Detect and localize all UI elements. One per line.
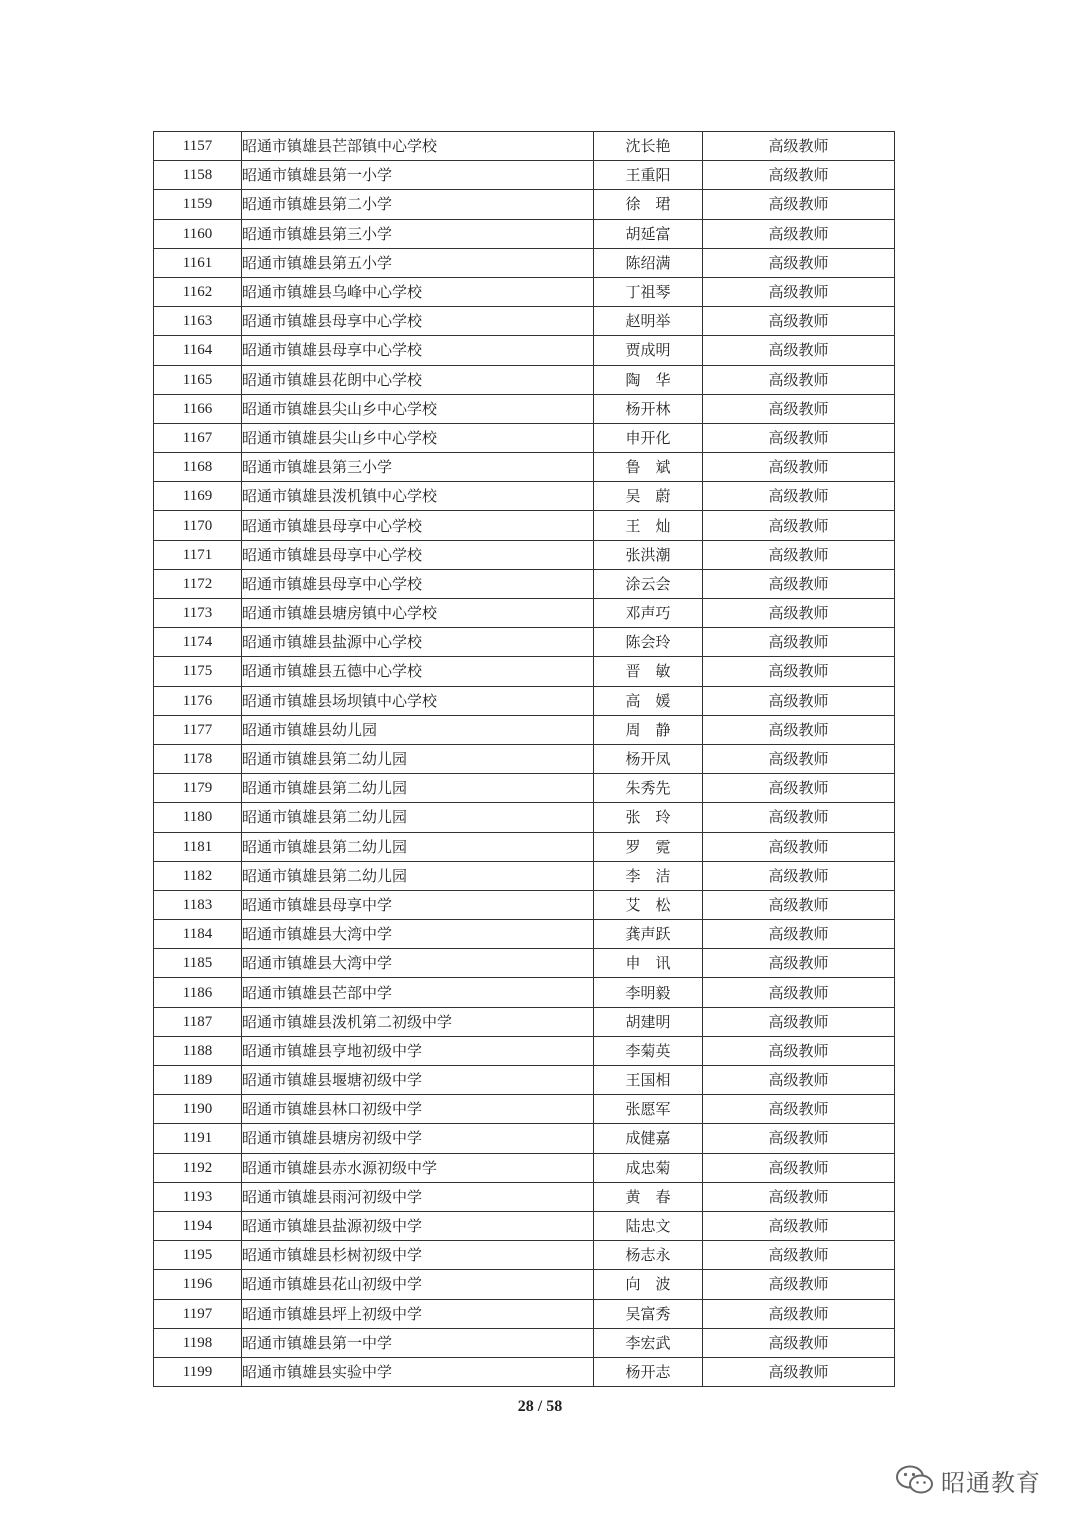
wechat-icon <box>895 1464 935 1496</box>
table-row <box>154 1066 895 1095</box>
teacher-name: 徐 珺 <box>594 190 703 219</box>
table-row <box>154 540 895 569</box>
professional-title: 高级教师 <box>703 394 895 423</box>
school-name: 昭通市镇雄县第二幼儿园 <box>242 803 594 832</box>
table-row <box>154 569 895 598</box>
row-number: 1174 <box>154 628 242 657</box>
table-row <box>154 482 895 511</box>
row-number: 1162 <box>154 277 242 306</box>
table-row <box>154 949 895 978</box>
professional-title: 高级教师 <box>703 832 895 861</box>
table-row <box>154 1211 895 1240</box>
teacher-name: 王国相 <box>594 1066 703 1095</box>
table-row <box>154 599 895 628</box>
professional-title: 高级教师 <box>703 219 895 248</box>
professional-title: 高级教师 <box>703 161 895 190</box>
professional-title: 高级教师 <box>703 715 895 744</box>
professional-title: 高级教师 <box>703 978 895 1007</box>
teacher-name: 陶 华 <box>594 365 703 394</box>
professional-title: 高级教师 <box>703 686 895 715</box>
row-number: 1181 <box>154 832 242 861</box>
table-row <box>154 1299 895 1328</box>
school-name: 昭通市镇雄县场坝镇中心学校 <box>242 686 594 715</box>
teacher-name: 陈会玲 <box>594 628 703 657</box>
school-name: 昭通市镇雄县第二幼儿园 <box>242 744 594 773</box>
row-number: 1166 <box>154 394 242 423</box>
row-number: 1169 <box>154 482 242 511</box>
school-name: 昭通市镇雄县大湾中学 <box>242 949 594 978</box>
table-row <box>154 511 895 540</box>
school-name: 昭通市镇雄县大湾中学 <box>242 920 594 949</box>
row-number: 1198 <box>154 1328 242 1357</box>
professional-title: 高级教师 <box>703 1095 895 1124</box>
teacher-name: 周 静 <box>594 715 703 744</box>
teacher-name: 李明毅 <box>594 978 703 1007</box>
table-row <box>154 365 895 394</box>
table-row <box>154 774 895 803</box>
table-row <box>154 657 895 686</box>
teacher-name: 朱秀先 <box>594 774 703 803</box>
school-name: 昭通市镇雄县亨地初级中学 <box>242 1036 594 1065</box>
table-row <box>154 277 895 306</box>
teacher-name: 张 玲 <box>594 803 703 832</box>
school-name: 昭通市镇雄县芒部镇中心学校 <box>242 132 594 161</box>
row-number: 1182 <box>154 861 242 890</box>
teacher-name: 张愿军 <box>594 1095 703 1124</box>
professional-title: 高级教师 <box>703 920 895 949</box>
school-name: 昭通市镇雄县幼儿园 <box>242 715 594 744</box>
professional-title: 高级教师 <box>703 277 895 306</box>
school-name: 昭通市镇雄县母享中心学校 <box>242 511 594 540</box>
professional-title: 高级教师 <box>703 511 895 540</box>
school-name: 昭通市镇雄县第二幼儿园 <box>242 861 594 890</box>
row-number: 1186 <box>154 978 242 1007</box>
row-number: 1189 <box>154 1066 242 1095</box>
table-row <box>154 1124 895 1153</box>
row-number: 1168 <box>154 453 242 482</box>
school-name: 昭通市镇雄县坪上初级中学 <box>242 1299 594 1328</box>
row-number: 1188 <box>154 1036 242 1065</box>
table-row <box>154 920 895 949</box>
teacher-name: 陈绍满 <box>594 248 703 277</box>
teacher-name: 杨开志 <box>594 1357 703 1386</box>
table-row <box>154 336 895 365</box>
table-row <box>154 1095 895 1124</box>
school-name: 昭通市镇雄县塘房镇中心学校 <box>242 599 594 628</box>
school-name: 昭通市镇雄县第二幼儿园 <box>242 774 594 803</box>
professional-title: 高级教师 <box>703 569 895 598</box>
professional-title: 高级教师 <box>703 1124 895 1153</box>
professional-title: 高级教师 <box>703 599 895 628</box>
table-row <box>154 248 895 277</box>
table-row <box>154 307 895 336</box>
professional-title: 高级教师 <box>703 657 895 686</box>
row-number: 1159 <box>154 190 242 219</box>
watermark <box>895 1460 1041 1500</box>
row-number: 1176 <box>154 686 242 715</box>
teacher-name: 龚声跃 <box>594 920 703 949</box>
table-row <box>154 453 895 482</box>
row-number: 1195 <box>154 1241 242 1270</box>
row-number: 1178 <box>154 744 242 773</box>
professional-title: 高级教师 <box>703 861 895 890</box>
school-name: 昭通市镇雄县第一中学 <box>242 1328 594 1357</box>
school-name: 昭通市镇雄县第二小学 <box>242 190 594 219</box>
teacher-name: 杨志永 <box>594 1241 703 1270</box>
teacher-name: 申开化 <box>594 423 703 452</box>
teacher-name: 申 讯 <box>594 949 703 978</box>
table-row <box>154 861 895 890</box>
teacher-name: 杨开林 <box>594 394 703 423</box>
row-number: 1170 <box>154 511 242 540</box>
professional-title: 高级教师 <box>703 1153 895 1182</box>
row-number: 1163 <box>154 307 242 336</box>
teacher-list-table <box>153 131 895 1387</box>
row-number: 1183 <box>154 890 242 919</box>
teacher-name: 高 媛 <box>594 686 703 715</box>
school-name: 昭通市镇雄县泼机第二初级中学 <box>242 1007 594 1036</box>
table-row <box>154 715 895 744</box>
table-row <box>154 832 895 861</box>
teacher-name: 李菊英 <box>594 1036 703 1065</box>
table-row <box>154 1241 895 1270</box>
table-row <box>154 744 895 773</box>
row-number: 1196 <box>154 1270 242 1299</box>
row-number: 1192 <box>154 1153 242 1182</box>
professional-title: 高级教师 <box>703 307 895 336</box>
professional-title: 高级教师 <box>703 190 895 219</box>
school-name: 昭通市镇雄县第一小学 <box>242 161 594 190</box>
school-name: 昭通市镇雄县第三小学 <box>242 453 594 482</box>
table-row <box>154 132 895 161</box>
row-number: 1177 <box>154 715 242 744</box>
school-name: 昭通市镇雄县赤水源初级中学 <box>242 1153 594 1182</box>
teacher-name: 王 灿 <box>594 511 703 540</box>
school-name: 昭通市镇雄县实验中学 <box>242 1357 594 1386</box>
teacher-name: 杨开凤 <box>594 744 703 773</box>
page-number: 28 / 58 <box>517 1398 563 1415</box>
school-name: 昭通市镇雄县泼机镇中心学校 <box>242 482 594 511</box>
teacher-name: 沈长艳 <box>594 132 703 161</box>
row-number: 1160 <box>154 219 242 248</box>
professional-title: 高级教师 <box>703 1328 895 1357</box>
row-number: 1187 <box>154 1007 242 1036</box>
professional-title: 高级教师 <box>703 1241 895 1270</box>
row-number: 1180 <box>154 803 242 832</box>
row-number: 1184 <box>154 920 242 949</box>
professional-title: 高级教师 <box>703 774 895 803</box>
teacher-name: 成忠菊 <box>594 1153 703 1182</box>
table-row <box>154 1270 895 1299</box>
professional-title: 高级教师 <box>703 1357 895 1386</box>
table-row <box>154 1182 895 1211</box>
professional-title: 高级教师 <box>703 744 895 773</box>
row-number: 1193 <box>154 1182 242 1211</box>
school-name: 昭通市镇雄县第五小学 <box>242 248 594 277</box>
teacher-name: 鲁 斌 <box>594 453 703 482</box>
table-row <box>154 423 895 452</box>
professional-title: 高级教师 <box>703 540 895 569</box>
table-row <box>154 219 895 248</box>
teacher-name: 晋 敏 <box>594 657 703 686</box>
teacher-name: 赵明举 <box>594 307 703 336</box>
row-number: 1172 <box>154 569 242 598</box>
teacher-name: 张洪潮 <box>594 540 703 569</box>
school-name: 昭通市镇雄县杉树初级中学 <box>242 1241 594 1270</box>
teacher-name: 吴富秀 <box>594 1299 703 1328</box>
row-number: 1158 <box>154 161 242 190</box>
teacher-name: 邓声巧 <box>594 599 703 628</box>
teacher-name: 艾 松 <box>594 890 703 919</box>
teacher-name: 黄 春 <box>594 1182 703 1211</box>
row-number: 1190 <box>154 1095 242 1124</box>
row-number: 1194 <box>154 1211 242 1240</box>
table-row <box>154 890 895 919</box>
professional-title: 高级教师 <box>703 482 895 511</box>
professional-title: 高级教师 <box>703 1211 895 1240</box>
professional-title: 高级教师 <box>703 1007 895 1036</box>
professional-title: 高级教师 <box>703 365 895 394</box>
table-row <box>154 1357 895 1386</box>
teacher-name: 贾成明 <box>594 336 703 365</box>
row-number: 1157 <box>154 132 242 161</box>
professional-title: 高级教师 <box>703 1299 895 1328</box>
table-row <box>154 628 895 657</box>
school-name: 昭通市镇雄县花山初级中学 <box>242 1270 594 1299</box>
school-name: 昭通市镇雄县乌峰中心学校 <box>242 277 594 306</box>
professional-title: 高级教师 <box>703 1036 895 1065</box>
school-name: 昭通市镇雄县盐源初级中学 <box>242 1211 594 1240</box>
table-row <box>154 1036 895 1065</box>
professional-title: 高级教师 <box>703 1066 895 1095</box>
school-name: 昭通市镇雄县盐源中心学校 <box>242 628 594 657</box>
school-name: 昭通市镇雄县母享中心学校 <box>242 569 594 598</box>
school-name: 昭通市镇雄县林口初级中学 <box>242 1095 594 1124</box>
school-name: 昭通市镇雄县第二幼儿园 <box>242 832 594 861</box>
school-name: 昭通市镇雄县尖山乡中心学校 <box>242 394 594 423</box>
professional-title: 高级教师 <box>703 132 895 161</box>
school-name: 昭通市镇雄县芒部中学 <box>242 978 594 1007</box>
teacher-name: 李 洁 <box>594 861 703 890</box>
row-number: 1185 <box>154 949 242 978</box>
teacher-name: 丁祖琴 <box>594 277 703 306</box>
row-number: 1199 <box>154 1357 242 1386</box>
school-name: 昭通市镇雄县母享中学 <box>242 890 594 919</box>
school-name: 昭通市镇雄县第三小学 <box>242 219 594 248</box>
school-name: 昭通市镇雄县母享中心学校 <box>242 540 594 569</box>
table-row <box>154 1007 895 1036</box>
professional-title: 高级教师 <box>703 949 895 978</box>
school-name: 昭通市镇雄县母享中心学校 <box>242 307 594 336</box>
teacher-name: 胡延富 <box>594 219 703 248</box>
row-number: 1161 <box>154 248 242 277</box>
school-name: 昭通市镇雄县塘房初级中学 <box>242 1124 594 1153</box>
school-name: 昭通市镇雄县尖山乡中心学校 <box>242 423 594 452</box>
professional-title: 高级教师 <box>703 1270 895 1299</box>
watermark-text: 昭通教育 <box>941 1468 1041 1497</box>
teacher-name: 罗 霓 <box>594 832 703 861</box>
professional-title: 高级教师 <box>703 453 895 482</box>
teacher-name: 胡建明 <box>594 1007 703 1036</box>
professional-title: 高级教师 <box>703 1182 895 1211</box>
professional-title: 高级教师 <box>703 803 895 832</box>
school-name: 昭通市镇雄县堰塘初级中学 <box>242 1066 594 1095</box>
table-row <box>154 161 895 190</box>
row-number: 1165 <box>154 365 242 394</box>
table-row <box>154 190 895 219</box>
teacher-name: 涂云会 <box>594 569 703 598</box>
school-name: 昭通市镇雄县五德中心学校 <box>242 657 594 686</box>
professional-title: 高级教师 <box>703 336 895 365</box>
row-number: 1171 <box>154 540 242 569</box>
professional-title: 高级教师 <box>703 423 895 452</box>
row-number: 1167 <box>154 423 242 452</box>
table-row <box>154 978 895 1007</box>
row-number: 1173 <box>154 599 242 628</box>
teacher-name: 吴 蔚 <box>594 482 703 511</box>
teacher-name: 陆忠文 <box>594 1211 703 1240</box>
row-number: 1191 <box>154 1124 242 1153</box>
teacher-name: 成健嘉 <box>594 1124 703 1153</box>
table-row <box>154 1328 895 1357</box>
professional-title: 高级教师 <box>703 890 895 919</box>
row-number: 1164 <box>154 336 242 365</box>
teacher-name: 李宏武 <box>594 1328 703 1357</box>
school-name: 昭通市镇雄县雨河初级中学 <box>242 1182 594 1211</box>
row-number: 1175 <box>154 657 242 686</box>
professional-title: 高级教师 <box>703 248 895 277</box>
table-row <box>154 394 895 423</box>
teacher-name: 王重阳 <box>594 161 703 190</box>
row-number: 1179 <box>154 774 242 803</box>
school-name: 昭通市镇雄县母享中心学校 <box>242 336 594 365</box>
row-number: 1197 <box>154 1299 242 1328</box>
table-row <box>154 803 895 832</box>
professional-title: 高级教师 <box>703 628 895 657</box>
teacher-name: 向 波 <box>594 1270 703 1299</box>
school-name: 昭通市镇雄县花朗中心学校 <box>242 365 594 394</box>
table-row <box>154 1153 895 1182</box>
table-row <box>154 686 895 715</box>
table-body <box>154 132 895 1387</box>
